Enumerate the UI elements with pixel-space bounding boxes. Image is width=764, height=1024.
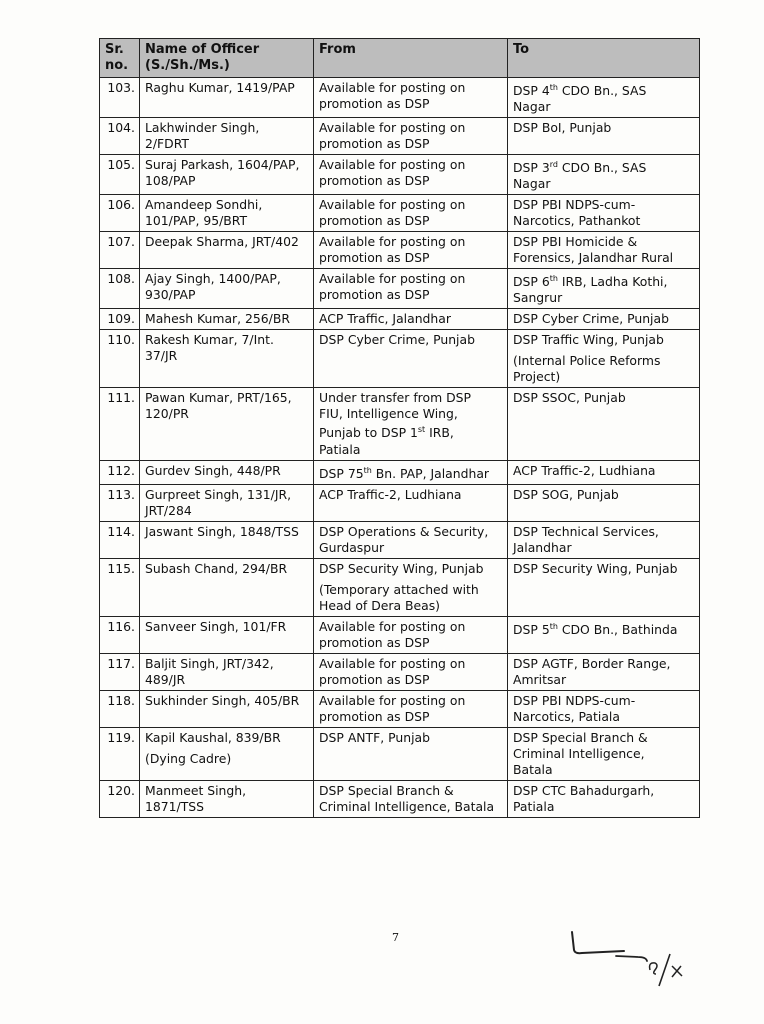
cell-to — [508, 484, 700, 521]
table-row — [100, 558, 700, 616]
cell-sr: 106. — [100, 195, 140, 232]
cell-sr: 104. — [100, 118, 140, 155]
table-row — [100, 155, 700, 195]
cell-to-line: Sangrur — [513, 290, 563, 306]
table-row — [100, 78, 700, 118]
cell-to — [508, 616, 700, 653]
cell-sr: 112. — [100, 460, 140, 484]
header-sr — [100, 39, 140, 78]
cell-to-line: DSP SOG, Punjab — [513, 486, 619, 502]
cell-from-line: DSP Special Branch & — [319, 782, 454, 798]
cell-sr: 105. — [100, 155, 140, 195]
cell-to-note — [513, 353, 694, 385]
cell-name-line: Gurdev Singh, 448/PR — [145, 462, 281, 478]
cell-from-line: ACP Traffic, Jalandhar — [319, 311, 451, 327]
cell-name — [140, 118, 314, 155]
cell-to-note-line: Project) — [513, 369, 561, 385]
cell-from-line: Available for posting on — [319, 271, 466, 287]
cell-from-line: Available for posting on — [319, 120, 466, 136]
cell-from-line: promotion as DSP — [319, 671, 430, 687]
cell-to-line: DSP PBI NDPS-cum- — [513, 692, 636, 708]
cell-to-line: DSP Cyber Crime, Punjab — [513, 311, 669, 327]
table-row — [100, 388, 700, 460]
cell-from — [314, 78, 508, 118]
cell-sr: 116. — [100, 616, 140, 653]
cell-to — [508, 653, 700, 690]
signature — [560, 926, 700, 996]
cell-from-line: Under transfer from DSP — [319, 390, 471, 406]
cell-to — [508, 521, 700, 558]
cell-to-line: Patiala — [513, 798, 555, 814]
cell-name-line: 101/PAP, 95/BRT — [145, 213, 248, 229]
cell-to — [508, 330, 700, 388]
cell-sr: 120. — [100, 780, 140, 817]
cell-from — [314, 460, 508, 484]
cell-from-line: Available for posting on — [319, 157, 466, 173]
cell-sr: 113. — [100, 484, 140, 521]
table-row — [100, 616, 700, 653]
cell-to-line: DSP PBI NDPS-cum- — [513, 197, 636, 213]
cell-name — [140, 690, 314, 727]
cell-from-line: promotion as DSP — [319, 250, 430, 266]
cell-to-line: DSP Special Branch & — [513, 729, 648, 745]
cell-name — [140, 484, 314, 521]
cell-from-note-line: Head of Dera Beas) — [319, 597, 441, 613]
cell-name-line: Jaswant Singh, 1848/TSS — [145, 523, 299, 539]
cell-to-line: DSP SSOC, Punjab — [513, 390, 626, 406]
table-row — [100, 195, 700, 232]
cell-to-line: Jalandhar — [513, 539, 572, 555]
cell-sr: 108. — [100, 269, 140, 309]
cell-from-line: DSP ANTF, Punjab — [319, 729, 430, 745]
cell-from-line: promotion as DSP — [319, 708, 430, 724]
cell-from-line: Patiala — [319, 441, 361, 457]
cell-name — [140, 269, 314, 309]
cell-to-line: DSP PBI Homicide & — [513, 234, 638, 250]
cell-from-note-line: (Temporary attached with — [319, 581, 479, 597]
cell-sr: 103. — [100, 78, 140, 118]
cell-name-line: Amandeep Sondhi, — [145, 197, 263, 213]
cell-from-line: promotion as DSP — [319, 96, 430, 111]
cell-to — [508, 727, 700, 780]
cell-to-line: Nagar — [513, 99, 551, 115]
cell-to — [508, 232, 700, 269]
cell-to-line: Narcotics, Pathankot — [513, 213, 641, 229]
cell-from — [314, 118, 508, 155]
cell-from — [314, 155, 508, 195]
cell-sr: 107. — [100, 232, 140, 269]
table-row — [100, 330, 700, 388]
cell-sr: 109. — [100, 309, 140, 330]
cell-from-line: promotion as DSP — [319, 287, 430, 303]
cell-to-line: DSP 3rd CDO Bn., SAS — [513, 160, 647, 176]
cell-sr: 110. — [100, 330, 140, 388]
cell-to-line: DSP 4th CDO Bn., SAS — [513, 83, 647, 99]
cell-from-line: promotion as DSP — [319, 634, 430, 650]
cell-name — [140, 232, 314, 269]
cell-to-line: ACP Traffic-2, Ludhiana — [513, 462, 656, 478]
cell-to-line: DSP Traffic Wing, Punjab — [513, 332, 664, 348]
cell-name — [140, 558, 314, 616]
cell-to — [508, 195, 700, 232]
cell-name-line: Mahesh Kumar, 256/BR — [145, 311, 290, 327]
cell-from-line: DSP Operations & Security, — [319, 523, 489, 539]
cell-from — [314, 330, 508, 388]
cell-name-line: Baljit Singh, JRT/342, — [145, 655, 274, 671]
cell-name — [140, 309, 314, 330]
cell-from-line: Gurdaspur — [319, 539, 385, 555]
cell-from — [314, 780, 508, 817]
cell-name-line: 108/PAP — [145, 173, 196, 189]
cell-name — [140, 521, 314, 558]
cell-sr: 119. — [100, 727, 140, 780]
cell-from-line: FIU, Intelligence Wing, — [319, 406, 458, 422]
cell-name-note — [145, 751, 308, 767]
cell-from-line: Criminal Intelligence, Batala — [319, 798, 495, 814]
cell-sr: 117. — [100, 653, 140, 690]
cell-from — [314, 195, 508, 232]
table-row — [100, 118, 700, 155]
cell-sr: 115. — [100, 558, 140, 616]
cell-name — [140, 195, 314, 232]
cell-from-line: DSP Security Wing, Punjab — [319, 560, 484, 576]
cell-sr: 111. — [100, 388, 140, 460]
cell-to — [508, 558, 700, 616]
cell-to-line: DSP CTC Bahadurgarh, — [513, 782, 655, 798]
transfer-table — [99, 38, 700, 818]
cell-from — [314, 616, 508, 653]
cell-to — [508, 269, 700, 309]
cell-to-line: Narcotics, Patiala — [513, 708, 620, 724]
header-from: From — [314, 39, 508, 78]
cell-name-line: Deepak Sharma, JRT/402 — [145, 234, 299, 250]
cell-name-line: Gurpreet Singh, 131/JR, — [145, 486, 292, 502]
cell-to-line: DSP Security Wing, Punjab — [513, 560, 678, 576]
cell-name-line: 120/PR — [145, 406, 189, 422]
cell-from-line: Available for posting on — [319, 234, 466, 250]
cell-to — [508, 118, 700, 155]
cell-name-line: Lakhwinder Singh, — [145, 120, 260, 136]
cell-from — [314, 727, 508, 780]
cell-from — [314, 309, 508, 330]
cell-to — [508, 309, 700, 330]
cell-to-line: DSP BoI, Punjab — [513, 120, 612, 136]
cell-to-line: Forensics, Jalandhar Rural — [513, 250, 674, 266]
cell-from-line: Punjab to DSP 1st IRB, — [319, 425, 454, 441]
cell-name — [140, 155, 314, 195]
cell-name-line: 2/FDRT — [145, 136, 190, 152]
table-row — [100, 460, 700, 484]
cell-to-line: Batala — [513, 761, 553, 777]
cell-to-line: DSP AGTF, Border Range, — [513, 655, 671, 671]
cell-from-line: promotion as DSP — [319, 136, 430, 152]
cell-name-line: JRT/284 — [145, 502, 192, 518]
cell-to-line: DSP Technical Services, — [513, 523, 659, 539]
cell-from-line: promotion as DSP — [319, 173, 430, 189]
header-to: To — [508, 39, 700, 78]
cell-name-line: Pawan Kumar, PRT/165, — [145, 390, 292, 406]
header-name-line: (S./Sh./Ms.) — [145, 58, 230, 73]
table-row — [100, 232, 700, 269]
table-row — [100, 727, 700, 780]
cell-name-line: Manmeet Singh, — [145, 782, 247, 798]
cell-to — [508, 388, 700, 460]
cell-name-line: Sanveer Singh, 101/FR — [145, 618, 287, 634]
cell-sr: 114. — [100, 521, 140, 558]
cell-name — [140, 330, 314, 388]
cell-from — [314, 388, 508, 460]
cell-from — [314, 269, 508, 309]
cell-name-line: 930/PAP — [145, 287, 196, 303]
cell-from-line: Available for posting on — [319, 655, 466, 671]
cell-from-line: Available for posting on — [319, 80, 466, 95]
table-header-row — [100, 39, 700, 78]
cell-from-line: ACP Traffic-2, Ludhiana — [319, 486, 462, 502]
cell-to — [508, 780, 700, 817]
table-row — [100, 309, 700, 330]
cell-to-line: Nagar — [513, 176, 551, 192]
cell-name-line: Subash Chand, 294/BR — [145, 560, 288, 576]
cell-to-note-line: (Internal Police Reforms — [513, 353, 661, 369]
table-row — [100, 521, 700, 558]
cell-from — [314, 232, 508, 269]
cell-name-line: 489/JR — [145, 671, 186, 687]
table-row — [100, 269, 700, 309]
cell-from — [314, 653, 508, 690]
cell-name-line: 1871/TSS — [145, 798, 205, 814]
header-sr-line: Sr. — [105, 42, 124, 57]
cell-name-line: Kapil Kaushal, 839/BR — [145, 729, 281, 745]
cell-from — [314, 484, 508, 521]
cell-from-line: Available for posting on — [319, 197, 466, 213]
cell-to — [508, 460, 700, 484]
cell-name — [140, 780, 314, 817]
cell-from-line: Available for posting on — [319, 692, 466, 708]
cell-name-line: 37/JR — [145, 348, 178, 364]
cell-name — [140, 460, 314, 484]
cell-sr: 118. — [100, 690, 140, 727]
cell-name — [140, 727, 314, 780]
cell-to-line: DSP 6th IRB, Ladha Kothi, — [513, 274, 668, 290]
cell-name-line: Suraj Parkash, 1604/PAP, — [145, 157, 300, 173]
cell-to-line: Criminal Intelligence, — [513, 745, 645, 761]
cell-name — [140, 653, 314, 690]
cell-name-line: Sukhinder Singh, 405/BR — [145, 692, 300, 708]
cell-from — [314, 690, 508, 727]
cell-from-line: DSP 75th Bn. PAP, Jalandhar — [319, 465, 490, 481]
cell-name — [140, 78, 314, 118]
cell-from-line: Available for posting on — [319, 618, 466, 634]
cell-to-line: DSP 5th CDO Bn., Bathinda — [513, 621, 678, 637]
cell-to — [508, 155, 700, 195]
table-row — [100, 653, 700, 690]
cell-from — [314, 558, 508, 616]
table-row — [100, 780, 700, 817]
cell-name — [140, 616, 314, 653]
header-sr-line: no. — [105, 58, 129, 73]
cell-from — [314, 521, 508, 558]
cell-from-line: DSP Cyber Crime, Punjab — [319, 332, 475, 348]
cell-to-line: Amritsar — [513, 671, 567, 687]
header-name — [140, 39, 314, 78]
cell-name-note-line: (Dying Cadre) — [145, 750, 232, 766]
cell-from-note — [319, 582, 502, 614]
page-number: 7 — [392, 931, 399, 944]
cell-from-line: promotion as DSP — [319, 213, 430, 229]
header-name-line: Name of Officer — [145, 42, 260, 57]
table-row — [100, 690, 700, 727]
cell-name-line: Rakesh Kumar, 7/Int. — [145, 332, 274, 348]
cell-name — [140, 388, 314, 460]
cell-name-line: Ajay Singh, 1400/PAP, — [145, 271, 281, 287]
cell-to — [508, 690, 700, 727]
cell-to — [508, 78, 700, 118]
table-row — [100, 484, 700, 521]
cell-name-line: Raghu Kumar, 1419/PAP — [145, 80, 295, 95]
